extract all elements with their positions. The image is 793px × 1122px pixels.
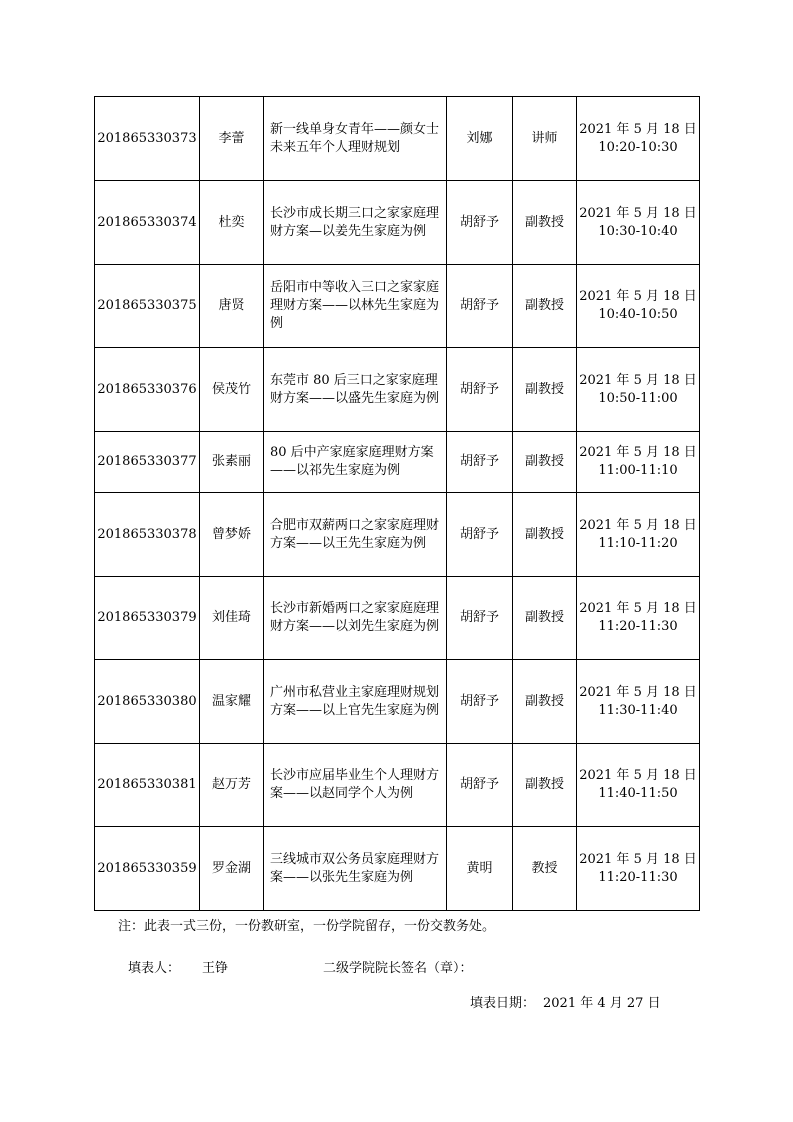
filler-name: 王铮 (202, 961, 229, 976)
student-id-cell: 201865330381 (95, 744, 200, 827)
filler-line (128, 957, 228, 976)
defense-time-cell (577, 744, 700, 827)
advisor-rank-cell: 副教授 (513, 181, 577, 265)
advisor-rank-cell: 副教授 (513, 493, 577, 577)
advisor-cell: 黄明 (447, 827, 513, 911)
advisor-rank-cell: 副教授 (513, 348, 577, 432)
advisor-rank-cell: 副教授 (513, 744, 577, 827)
defense-date: 2021 年 5 月 18 日 (579, 372, 697, 388)
defense-slot: 11:10-11:20 (598, 535, 678, 551)
table-row (95, 432, 700, 493)
advisor-cell: 胡舒予 (447, 577, 513, 660)
fill-date-line (470, 992, 661, 1011)
thesis-title-cell: 新一线单身女青年——颜女士未来五年个人理财规划 (264, 97, 447, 181)
table-row (95, 827, 700, 911)
defense-slot: 11:20-11:30 (598, 619, 678, 634)
defense-time-cell (577, 493, 700, 577)
student-name-cell: 李蕾 (200, 97, 264, 181)
table-row (95, 265, 700, 348)
table-row (95, 493, 700, 577)
defense-slot: 11:30-11:40 (598, 702, 678, 718)
student-name-cell: 唐贤 (200, 265, 264, 348)
defense-time-cell (577, 181, 700, 265)
student-id-cell: 201865330378 (95, 493, 200, 577)
thesis-title-cell: 80 后中产家庭家庭理财方案——以祁先生家庭为例 (264, 432, 447, 493)
defense-date: 2021 年 5 月 18 日 (579, 289, 697, 304)
defense-time-cell (577, 577, 700, 660)
filler-label: 填表人： (128, 961, 181, 976)
advisor-rank-cell: 教授 (513, 827, 577, 911)
advisor-cell: 胡舒予 (447, 348, 513, 432)
student-id-cell: 201865330374 (95, 181, 200, 265)
advisor-cell: 胡舒予 (447, 265, 513, 348)
thesis-title-cell: 岳阳市中等收入三口之家家庭理财方案——以林先生家庭为例 (264, 265, 447, 348)
thesis-title-cell: 广州市私营业主家庭理财规划方案——以上官先生家庭为例 (264, 660, 447, 744)
defense-time-cell (577, 348, 700, 432)
table-row (95, 97, 700, 181)
defense-time-cell (577, 827, 700, 911)
defense-time-cell (577, 97, 700, 181)
defense-date: 2021 年 5 月 18 日 (579, 768, 697, 783)
student-id-cell: 201865330380 (95, 660, 200, 744)
student-id-cell: 201865330377 (95, 432, 200, 493)
defense-slot: 11:40-11:50 (598, 786, 678, 801)
thesis-title-cell: 长沙市应届毕业生个人理财方案——以赵同学个人为例 (264, 744, 447, 827)
dean-signature-label: 二级学院院长签名（章）： (323, 961, 473, 976)
defense-time-cell (577, 660, 700, 744)
table-row (95, 348, 700, 432)
student-id-cell: 201865330376 (95, 348, 200, 432)
defense-date: 2021 年 5 月 18 日 (579, 601, 697, 616)
thesis-title-cell: 东莞市 80 后三口之家家庭理财方案——以盛先生家庭为例 (264, 348, 447, 432)
advisor-cell: 胡舒予 (447, 181, 513, 265)
defense-slot: 10:40-10:50 (598, 307, 678, 322)
student-name-cell: 罗金湖 (200, 827, 264, 911)
thesis-title-cell: 三线城市双公务员家庭理财方案——以张先生家庭为例 (264, 827, 447, 911)
student-id-cell: 201865330359 (95, 827, 200, 911)
defense-slot: 10:20-10:30 (598, 139, 678, 155)
advisor-rank-cell: 副教授 (513, 660, 577, 744)
defense-date: 2021 年 5 月 18 日 (579, 205, 697, 221)
defense-date: 2021 年 5 月 18 日 (579, 517, 697, 533)
student-name-cell: 侯茂竹 (200, 348, 264, 432)
fill-date-value: 2021 年 4 月 27 日 (543, 996, 661, 1011)
defense-slot: 11:20-11:30 (598, 869, 678, 885)
advisor-cell: 胡舒予 (447, 660, 513, 744)
advisor-rank-cell: 讲师 (513, 97, 577, 181)
defense-time-cell (577, 432, 700, 493)
table-row (95, 660, 700, 744)
table-row (95, 181, 700, 265)
student-id-cell: 201865330373 (95, 97, 200, 181)
defense-slot: 10:30-10:40 (598, 223, 678, 239)
table-row (95, 577, 700, 660)
footnote: 注：此表一式三份，一份教研室，一份学院留存，一份交教务处。 (118, 919, 496, 934)
advisor-cell: 胡舒予 (447, 432, 513, 493)
defense-date: 2021 年 5 月 18 日 (579, 445, 697, 460)
student-name-cell: 张素丽 (200, 432, 264, 493)
defense-slot: 10:50-11:00 (598, 390, 678, 406)
defense-date: 2021 年 5 月 18 日 (579, 121, 697, 137)
student-name-cell: 曾梦娇 (200, 493, 264, 577)
defense-date: 2021 年 5 月 18 日 (579, 851, 697, 867)
defense-schedule-table (94, 96, 700, 911)
defense-time-cell (577, 265, 700, 348)
table-row (95, 744, 700, 827)
advisor-cell: 胡舒予 (447, 744, 513, 827)
thesis-title-cell: 长沙市成长期三口之家家庭理财方案—以姜先生家庭为例 (264, 181, 447, 265)
thesis-title-cell: 长沙市新婚两口之家家庭庭理财方案——以刘先生家庭为例 (264, 577, 447, 660)
student-name-cell: 杜奕 (200, 181, 264, 265)
thesis-title-cell: 合肥市双薪两口之家家庭理财方案——以王先生家庭为例 (264, 493, 447, 577)
advisor-rank-cell: 副教授 (513, 577, 577, 660)
defense-slot: 11:00-11:10 (598, 463, 678, 478)
advisor-rank-cell: 副教授 (513, 432, 577, 493)
student-name-cell: 刘佳琦 (200, 577, 264, 660)
student-name-cell: 温家耀 (200, 660, 264, 744)
table-body (95, 97, 700, 911)
advisor-rank-cell: 副教授 (513, 265, 577, 348)
advisor-cell: 胡舒予 (447, 493, 513, 577)
student-id-cell: 201865330379 (95, 577, 200, 660)
student-name-cell: 赵万芳 (200, 744, 264, 827)
fill-date-label: 填表日期： (470, 996, 536, 1011)
advisor-cell: 刘娜 (447, 97, 513, 181)
student-id-cell: 201865330375 (95, 265, 200, 348)
defense-date: 2021 年 5 月 18 日 (579, 684, 697, 700)
